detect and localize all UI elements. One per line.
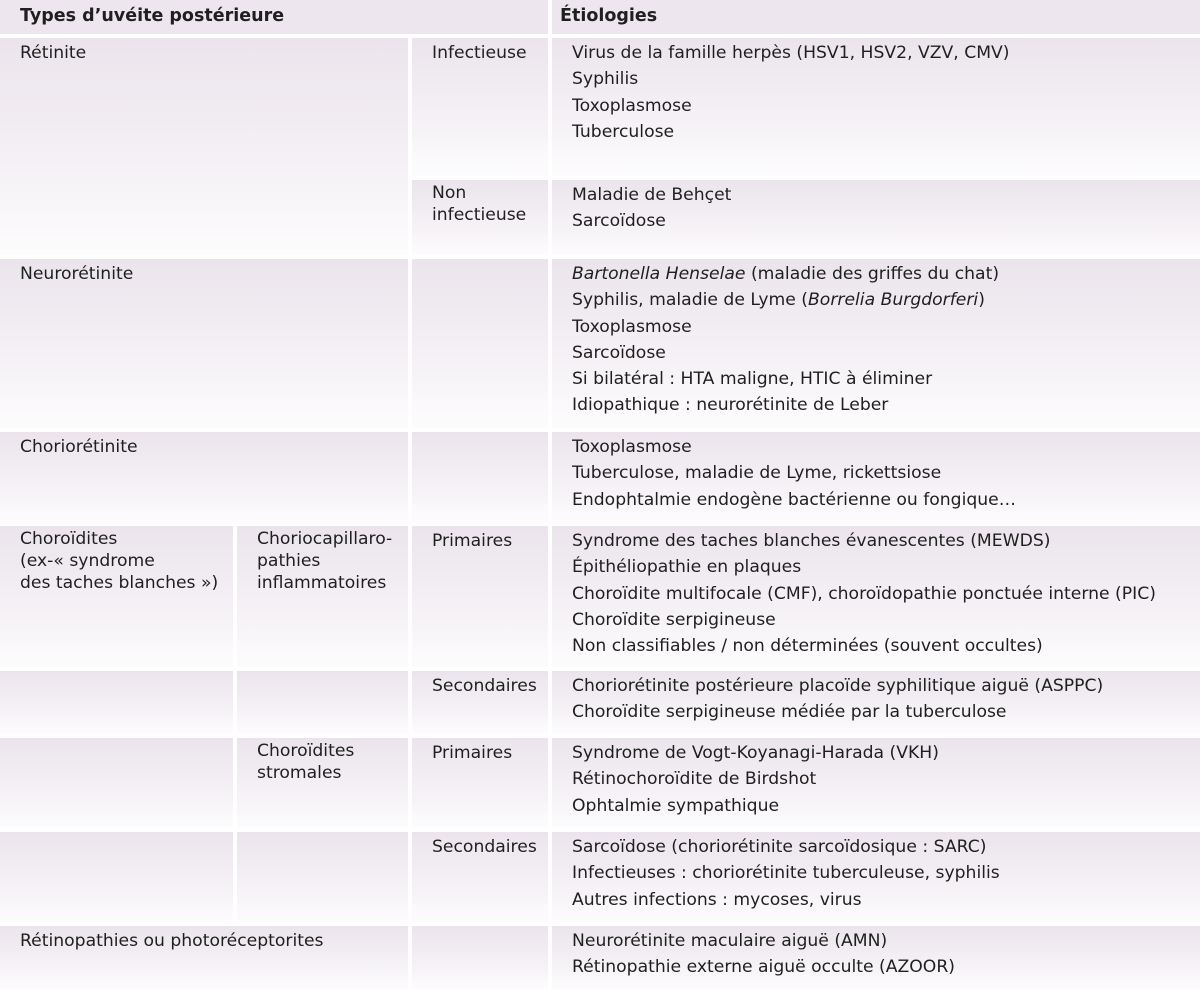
subtype-label-line: pathies: [257, 551, 321, 571]
subtype-empty: [233, 667, 408, 734]
sub-label-line: infectieuse: [432, 204, 527, 225]
sub-secondaires: Secondaires: [408, 828, 548, 922]
etiology-item: Non classifiables / non déterminées (souvent occultes): [572, 636, 1043, 657]
row-choriocapillaro-primaires: [0, 522, 1200, 667]
header-row: [0, 0, 1200, 34]
etiology-item: Syphilis: [572, 69, 639, 90]
etiology-item: Si bilatéral : HTA maligne, HTIC à éliminer: [572, 369, 933, 390]
etiologies-retinite-non-infectieuse: [548, 176, 1200, 255]
type-chorioretinite: Choriorétinite: [0, 428, 408, 522]
etiologies-stromales-secondaires: [548, 828, 1200, 922]
type-empty: [0, 734, 233, 828]
etiology-italic: Bartonella Henselae: [572, 264, 746, 284]
etiology-italic: Borrelia Burgdorferi: [808, 290, 979, 311]
etiology-item: Choroïdite multifocale (CMF), choroïdopathie ponctuée interne (PIC): [572, 583, 1156, 604]
etiology-item: Toxoplasmose: [572, 316, 692, 337]
type-label-line: des taches blanches »): [20, 573, 219, 593]
etiology-item: Rétinopathie externe aiguë occulte (AZOOR): [572, 957, 955, 978]
etiology-item: Idiopathique : neurorétinite de Leber: [572, 395, 889, 416]
etiology-item: Virus de la famille herpès (HSV1, HSV2, VZV, CMV): [572, 43, 1010, 63]
subtype-label-line: Choriocapillaro-: [257, 529, 393, 549]
etiology-item: Choroïdite serpigineuse: [572, 609, 776, 630]
sub-empty: [408, 428, 548, 522]
subtype-empty: [233, 828, 408, 922]
sub-empty: [408, 255, 548, 428]
header-types: Types d’uvéite postérieure: [0, 0, 548, 34]
sub-non-infectieuse: [408, 176, 548, 255]
etiology-item: Sarcoïdose: [572, 211, 666, 232]
etiology-text: Syphilis, maladie de Lyme (: [572, 290, 809, 311]
etiologies-stromales-primaires: [548, 734, 1200, 828]
etiology-item: Endophtalmie endogène bactérienne ou fongique…: [572, 489, 1016, 510]
sub-secondaires: Secondaires: [408, 667, 548, 734]
header-etiologies: Étiologies: [548, 0, 1200, 34]
row-retinopathies: [0, 922, 1200, 989]
etiologies-chorioretinite: [548, 428, 1200, 522]
etiologies-choriocapillaro-primaires: [548, 522, 1200, 667]
etiologies-retinite-infectieuse: [548, 34, 1200, 176]
type-label-line: Choroïdites: [20, 529, 118, 549]
etiology-item: Syndrome de Vogt-Koyanagi-Harada (VKH): [572, 743, 939, 763]
subtype-stromales: [233, 734, 408, 828]
type-neuroretinite: Neurorétinite: [0, 255, 408, 428]
etiology-item: [572, 287, 1194, 313]
etiology-item: [572, 261, 1194, 287]
etiology-item: Tuberculose: [572, 121, 675, 142]
type-empty: [0, 828, 233, 922]
type-empty: [0, 667, 233, 734]
etiology-item: Choriorétinite postérieure placoïde syphilitique aiguë (ASPPC): [572, 676, 1104, 696]
etiology-item: Choroïdite serpigineuse médiée par la tuberculose: [572, 702, 1007, 723]
etiology-item: Toxoplasmose: [572, 95, 692, 116]
subtype-label-line: inflammatoires: [257, 573, 387, 593]
etiology-item: Épithéliopathie en plaques: [572, 557, 802, 578]
type-retinopathies: Rétinopathies ou photoréceptorites: [0, 922, 408, 989]
row-stromales-secondaires: [0, 828, 1200, 922]
sub-primaires: Primaires: [408, 734, 548, 828]
type-label-line: (ex-« syndrome: [20, 551, 155, 571]
sub-label-line: Non: [432, 182, 467, 203]
etiologies-choriocapillaro-secondaires: [548, 667, 1200, 734]
etiology-item: Syndrome des taches blanches évanescentes (MEWDS): [572, 531, 1051, 551]
etiologies-retinopathies: [548, 922, 1200, 989]
etiology-text: ): [978, 290, 985, 311]
etiology-item: Rétinochoroïdite de Birdshot: [572, 769, 817, 790]
row-retinite-infectieuse: [0, 34, 1200, 176]
etiology-item: Maladie de Behçet: [572, 184, 732, 205]
etiology-item: Sarcoïdose: [572, 342, 666, 363]
etiology-item: Autres infections : mycoses, virus: [572, 889, 862, 910]
etiology-item: Tuberculose, maladie de Lyme, rickettsiose: [572, 463, 942, 484]
subtype-label-line: stromales: [257, 763, 342, 783]
sub-infectieuse: Infectieuse: [408, 34, 548, 176]
subtype-label-line: Choroïdites: [257, 741, 355, 761]
etiology-text: (maladie des griffes du chat): [745, 264, 1000, 284]
etiology-item: Neurorétinite maculaire aiguë (AMN): [572, 931, 888, 951]
sub-primaires: Primaires: [408, 522, 548, 667]
etiology-item: Ophtalmie sympathique: [572, 795, 780, 816]
sub-empty: [408, 922, 548, 989]
type-retinite: Rétinite: [0, 34, 408, 255]
etiology-item: Infectieuses : choriorétinite tuberculeuse, syphilis: [572, 863, 1000, 884]
etiologies-neuroretinite: [548, 255, 1200, 428]
etiology-item: Sarcoïdose (choriorétinite sarcoïdosique : SARC): [572, 837, 987, 857]
row-choriocapillaro-secondaires: [0, 667, 1200, 734]
row-stromales-primaires: [0, 734, 1200, 828]
type-choroidites: [0, 522, 233, 667]
subtype-choriocapillaropathies: [233, 522, 408, 667]
row-chorioretinite: [0, 428, 1200, 522]
etiology-item: Toxoplasmose: [572, 437, 692, 457]
row-neuroretinite: [0, 255, 1200, 428]
